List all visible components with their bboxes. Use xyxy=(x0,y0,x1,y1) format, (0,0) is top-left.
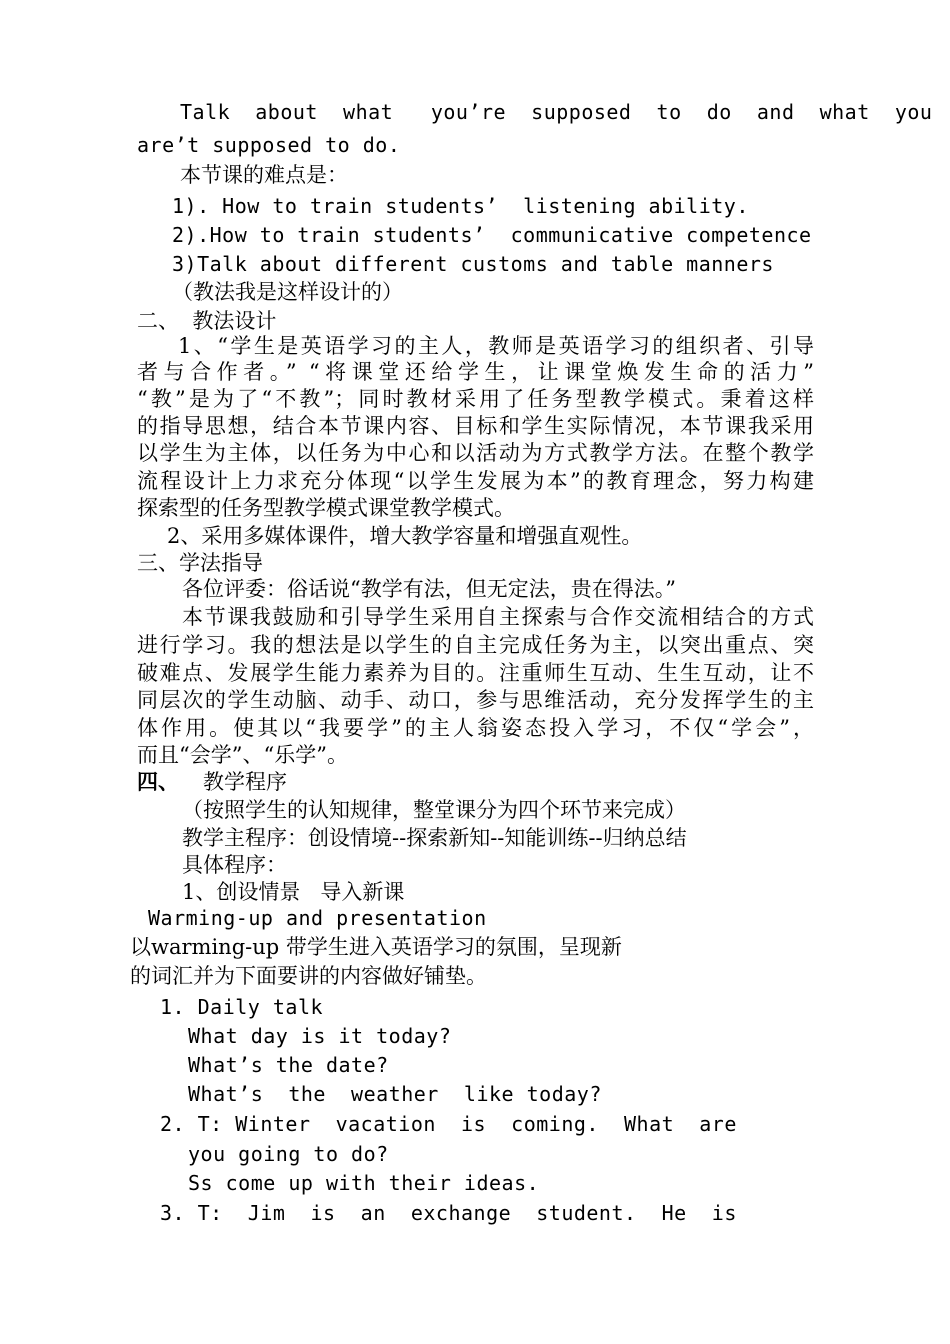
list-item: What day is it today? xyxy=(188,1024,452,1048)
text-line: Talk about what you’re supposed to do and what you xyxy=(180,100,933,124)
paragraph-line: 而且“会学”、“乐学”。 xyxy=(137,743,348,767)
list-item: 1). How to train students’ listening ability. xyxy=(172,194,749,218)
list-item: Ss come up with their ideas. xyxy=(188,1171,540,1195)
paragraph-line: 破难点、发展学生能力素养为目的。注重师生互动、生生互动，让不 xyxy=(137,661,814,685)
paragraph-line: 的指导思想，结合本节课内容、目标和学生实际情况，本节课我采用 xyxy=(137,414,814,438)
list-item: 3. T: Jim is an exchange student. He is xyxy=(160,1201,737,1225)
paragraph-line: 2、采用多媒体课件，增大教学容量和增强直观性。 xyxy=(167,524,643,548)
paragraph-line: 以学生为主体，以任务为中心和以活动为方式教学方法。在整个教学 xyxy=(137,441,814,465)
paragraph-line: 各位评委：俗话说“教学有法，但无定法，贵在得法。” xyxy=(182,577,676,601)
list-item: you going to do? xyxy=(188,1142,389,1166)
list-item: What’s the date? xyxy=(188,1053,389,1077)
section-heading: 二、 教法设计 xyxy=(137,309,277,333)
list-item: 2).How to train students’ communicative competence xyxy=(172,223,812,247)
section-heading: 三、学法指导 xyxy=(137,551,263,575)
text-line: are’t supposed to do. xyxy=(137,133,401,157)
paragraph-line: 同层次的学生动脑、动手、动口，参与思维活动，充分发挥学生的主 xyxy=(137,688,814,712)
paragraph-line: 者与合作者。” “将课堂还给学生，让课堂焕发生命的活力” xyxy=(137,360,814,384)
paragraph-line: （按照学生的认知规律，整堂课分为四个环节来完成） xyxy=(182,798,686,822)
section-heading: 教学程序 xyxy=(203,770,287,794)
paragraph-line: 具体程序： xyxy=(182,853,287,877)
list-item: 3)Talk about different customs and table manners xyxy=(172,252,774,276)
paragraph-line: 体作用。使其以“我要学”的主人翁姿态投入学习，不仅“学会”， xyxy=(137,716,814,740)
sub-heading: 1、创设情景 导入新课 xyxy=(182,880,405,904)
paragraph-line: “教”是为了“不教”；同时教材采用了任务型教学模式。秉着这样 xyxy=(137,387,814,411)
list-item: 2. T: Winter vacation is coming. What are xyxy=(160,1112,737,1136)
list-item: What’s the weather like today? xyxy=(188,1082,602,1106)
sub-heading: Warming-up and presentation xyxy=(148,906,487,930)
paragraph-line: 1、“学生是英语学习的主人，教师是英语学习的组织者、引导 xyxy=(178,334,814,358)
paragraph-line: 本节课我鼓励和引导学生采用自主探索与合作交流相结合的方式 xyxy=(182,605,814,629)
section-number: 四、 xyxy=(137,769,179,794)
paragraph-line: 的词汇并为下面要讲的内容做好铺垫。 xyxy=(130,964,487,988)
paragraph-line: 探索型的任务型教学模式课堂教学模式。 xyxy=(137,496,515,520)
paragraph-line: 以warming-up 带学生进入英语学习的氛围，呈现新 xyxy=(130,935,622,959)
list-item: 1. Daily talk xyxy=(160,995,324,1019)
paragraph-line: 流程设计上力求充分体现“以学生发展为本”的教育理念，努力构建 xyxy=(137,469,814,493)
paragraph-line: 教学主程序：创设情境--探索新知--知能训练--归纳总结 xyxy=(182,826,687,850)
section-note: 本节课的难点是： xyxy=(180,163,348,187)
section-note: （教法我是这样设计的） xyxy=(172,280,403,304)
paragraph-line: 进行学习。我的想法是以学生的自主完成任务为主，以突出重点、突 xyxy=(137,633,814,657)
